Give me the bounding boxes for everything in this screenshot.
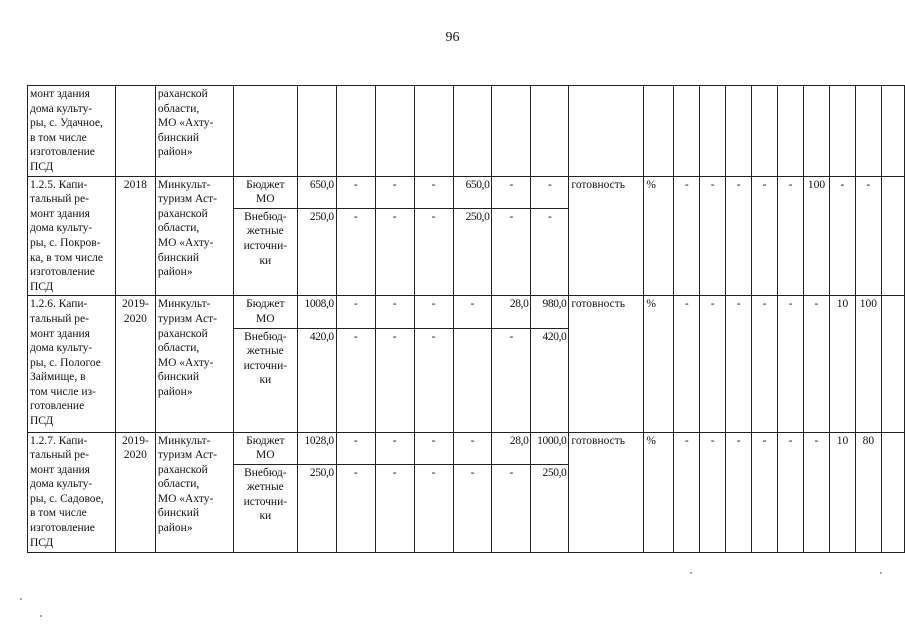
target-value-cell [700,86,726,177]
year-amount-cell: - [336,296,375,328]
unit-cell [644,86,674,177]
target-value-cell [881,176,904,296]
year-amount-cell: - [414,464,453,552]
object-title-cell: 1.2.7. Капи- тальный ре- монт здания дома культу- ры, с. Садовое, в том числе изготовление ПСД [28,432,116,552]
year-amount-cell: - [336,328,375,432]
scan-speck [880,572,882,574]
year-amount-cell: - [492,464,531,552]
target-value-cell [855,86,881,177]
year-amount-cell: - [375,464,414,552]
scan-speck [690,572,692,574]
year-amount-cell: - [453,464,492,552]
target-value-cell: - [700,176,726,296]
year-cell [115,86,155,177]
target-value-cell [881,296,904,432]
year-amount-cell: - [336,464,375,552]
year-amount-cell [531,86,569,177]
target-value-cell: - [803,296,829,432]
year-cell: 2018 [115,176,155,296]
funding-source-cell: Бюджет МО [233,432,297,464]
object-title-cell: 1.2.5. Капи- тальный ре- монт здания дома культу- ры, с. Покров- ка, в том числе изготовление ПСД [28,176,116,296]
year-amount-cell: 650,0 [453,176,492,208]
target-value-cell: - [700,432,726,552]
year-amount-cell [453,328,492,432]
target-value-cell: - [778,432,804,552]
unit-cell: % [644,296,674,432]
target-value-cell: - [752,432,778,552]
object-title-cell: монт здания дома культу- ры, с. Удачное, в том числе изготовление ПСД [28,86,116,177]
year-amount-cell: - [375,328,414,432]
target-value-cell [829,86,855,177]
object-title-cell: 1.2.6. Капи- тальный ре- монт здания дома культу- ры, с. Пологое Займище, в том числе из- готовление ПСД [28,296,116,432]
target-value-cell: - [803,432,829,552]
year-amount-cell: 1000,0 [531,432,569,464]
year-amount-cell: - [375,208,414,295]
target-value-cell: - [726,432,752,552]
target-value-cell: - [778,296,804,432]
year-amount-cell: 28,0 [492,432,531,464]
year-amount-cell: - [414,296,453,328]
target-value-cell: - [855,176,881,296]
target-value-cell [778,86,804,177]
year-cell: 2019- 2020 [115,432,155,552]
total-amount-cell: 420,0 [297,328,336,432]
total-amount-cell: 1008,0 [297,296,336,328]
scan-speck [40,615,42,617]
target-value-cell: - [674,296,700,432]
unit-cell: % [644,432,674,552]
target-value-cell: - [674,176,700,296]
table-row [28,296,905,328]
year-amount-cell: 28,0 [492,296,531,328]
target-value-cell [726,86,752,177]
funding-source-cell: Бюджет МО [233,176,297,208]
target-value-cell: 10 [829,432,855,552]
total-amount-cell [297,86,336,177]
funding-source-cell: Внебюд- жетные источни- ки [233,208,297,295]
year-amount-cell: - [336,208,375,295]
responsible-cell: раханской области, МО «Ахту- бинский район» [155,86,233,177]
program-table [27,85,905,553]
year-amount-cell: 250,0 [453,208,492,295]
responsible-cell: Минкульт- туризм Аст- раханской области, МО «Ахту- бинский район» [155,176,233,296]
target-value-cell: - [752,296,778,432]
year-amount-cell: - [453,432,492,464]
target-value-cell: 100 [803,176,829,296]
target-value-cell: 10 [829,296,855,432]
year-amount-cell: - [414,208,453,295]
year-cell: 2019- 2020 [115,296,155,432]
indicator-cell [569,86,644,177]
year-amount-cell: - [531,208,569,295]
target-value-cell: - [726,296,752,432]
funding-source-cell: Внебюд- жетные источни- ки [233,328,297,432]
year-amount-cell: - [492,176,531,208]
target-value-cell [881,432,904,552]
indicator-cell: готовность [569,296,644,432]
scan-speck [20,598,22,600]
total-amount-cell: 1028,0 [297,432,336,464]
year-amount-cell: - [453,296,492,328]
year-amount-cell [336,86,375,177]
total-amount-cell: 250,0 [297,208,336,295]
year-amount-cell: - [375,296,414,328]
year-amount-cell: - [414,432,453,464]
year-amount-cell: 420,0 [531,328,569,432]
year-amount-cell [414,86,453,177]
year-amount-cell: - [531,176,569,208]
year-amount-cell: - [414,328,453,432]
total-amount-cell: 650,0 [297,176,336,208]
year-amount-cell [453,86,492,177]
target-value-cell: - [829,176,855,296]
total-amount-cell: 250,0 [297,464,336,552]
responsible-cell: Минкульт- туризм Аст- раханской области, МО «Ахту- бинский район» [155,432,233,552]
target-value-cell [881,86,904,177]
target-value-cell: - [674,432,700,552]
target-value-cell [803,86,829,177]
year-amount-cell [492,86,531,177]
table-row [28,86,905,177]
funding-source-cell [233,86,297,177]
target-value-cell: 80 [855,432,881,552]
year-amount-cell: - [492,208,531,295]
page-number: 96 [445,30,460,45]
year-amount-cell: - [492,328,531,432]
target-value-cell: - [778,176,804,296]
unit-cell: % [644,176,674,296]
target-value-cell: - [752,176,778,296]
year-amount-cell [375,86,414,177]
funding-source-cell: Внебюд- жетные источни- ки [233,464,297,552]
responsible-cell: Минкульт- туризм Аст- раханской области, МО «Ахту- бинский район» [155,296,233,432]
indicator-cell: готовность [569,432,644,552]
target-value-cell: - [726,176,752,296]
target-value-cell [752,86,778,177]
target-value-cell: 100 [855,296,881,432]
target-value-cell: - [700,296,726,432]
funding-source-cell: Бюджет МО [233,296,297,328]
year-amount-cell: - [336,176,375,208]
table-row [28,432,905,464]
year-amount-cell: - [414,176,453,208]
year-amount-cell: - [375,176,414,208]
year-amount-cell: 250,0 [531,464,569,552]
year-amount-cell: - [375,432,414,464]
year-amount-cell: - [336,432,375,464]
indicator-cell: готовность [569,176,644,296]
table-row [28,176,905,208]
year-amount-cell: 980,0 [531,296,569,328]
target-value-cell [674,86,700,177]
